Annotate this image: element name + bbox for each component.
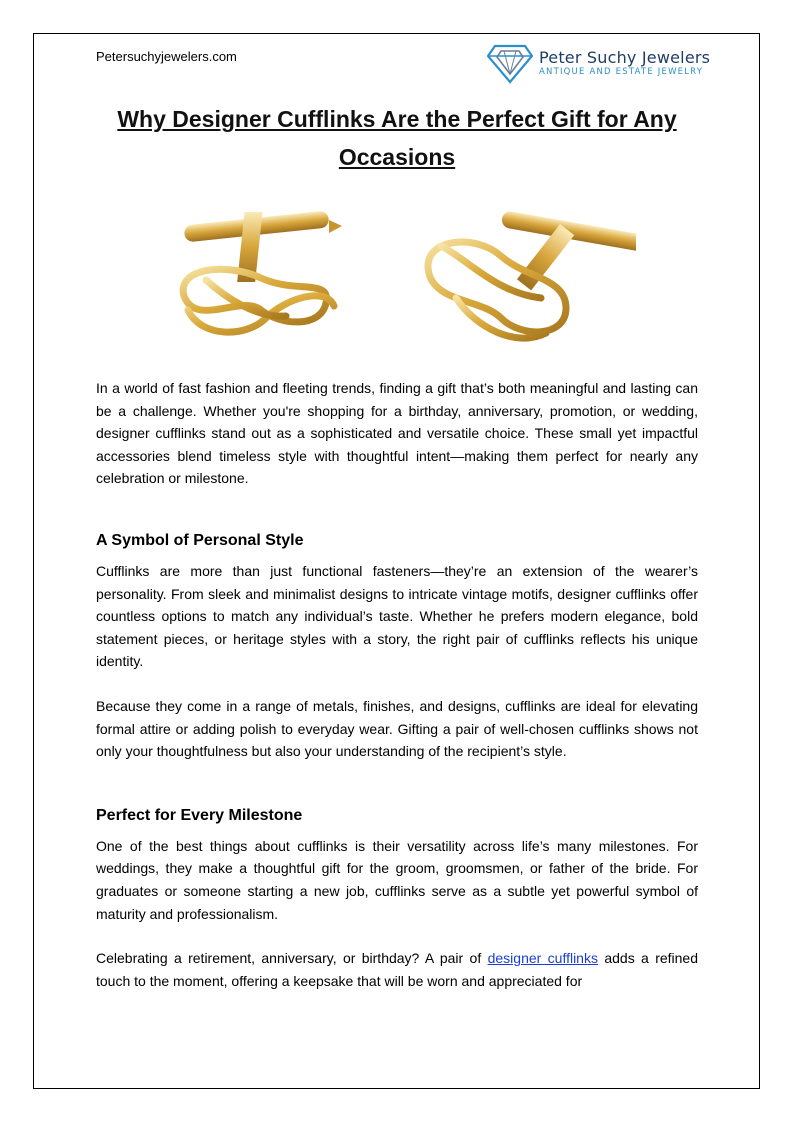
intro-paragraph: In a world of fast fashion and fleeting trends, finding a gift that’s both meaningful and lasting can be a challenge. Whether you're shopping for a birthday, anniversary, promotion, or wedding, designer cufflinks stand out as a sophisticated and versatile choice. These small yet impactful accessories blend timeless style with thoughtful intent—making them perfect for nearly any celebration or milestone.	[96, 380, 698, 487]
milestone-text-before-link: Celebrating a retirement, anniversary, or birthday? A pair of	[96, 950, 488, 967]
milestone-paragraph-2	[96, 947, 698, 992]
personal-style-paragraph-1: Cufflinks are more than just functional fasteners—they’re an extension of the wearer’s personality. From sleek and minimalist designs to intricate vintage motifs, designer cufflinks offer countless options to match any individual’s taste. Whether he prefers modern elegance, bold statement pieces, or heritage styles with a story, the right pair of cufflinks reflects his unique identity.	[96, 562, 698, 670]
right-cufflink	[428, 210, 636, 338]
article-body	[96, 377, 698, 992]
logo-name: Peter Suchy Jewelers	[539, 48, 711, 67]
personal-style-paragraph-2: Because they come in a range of metals, finishes, and designs, cufflinks are ideal for elevating formal attire or adding polish to everyday wear. Gifting a pair of well-chosen cufflinks shows not only your thoughtfulness but also your understanding of the recipient’s style.	[96, 697, 698, 760]
cufflinks-image	[166, 198, 636, 358]
designer-cufflinks-link[interactable]: designer cufflinks	[487, 950, 598, 967]
brand-logo[interactable]	[487, 42, 711, 84]
milestone-paragraph-1: One of the best things about cufflinks is their versatility across life’s many milestones. For weddings, they make a thoughtful gift for the groom, groomsmen, or father of the bride. For graduates or someone starting a new job, cufflinks serve as a subtle yet powerful symbol of maturity and professionalism.	[96, 837, 698, 922]
section-heading-personal-style: A Symbol of Personal Style	[96, 531, 304, 549]
site-url: Petersuchyjewelers.com	[96, 49, 237, 64]
left-cufflink	[183, 210, 342, 332]
logo-tagline: ANTIQUE AND ESTATE JEWELRY	[539, 67, 704, 77]
milestone-text-after-link: adds a refined touch to the moment, offering a keepsake that will be worn and appreciated for	[96, 950, 699, 989]
section-heading-milestone: Perfect for Every Milestone	[96, 806, 303, 824]
diamond-icon	[487, 44, 533, 84]
page-title: Why Designer Cufflinks Are the Perfect Gift for Any Occasions	[117, 106, 677, 170]
